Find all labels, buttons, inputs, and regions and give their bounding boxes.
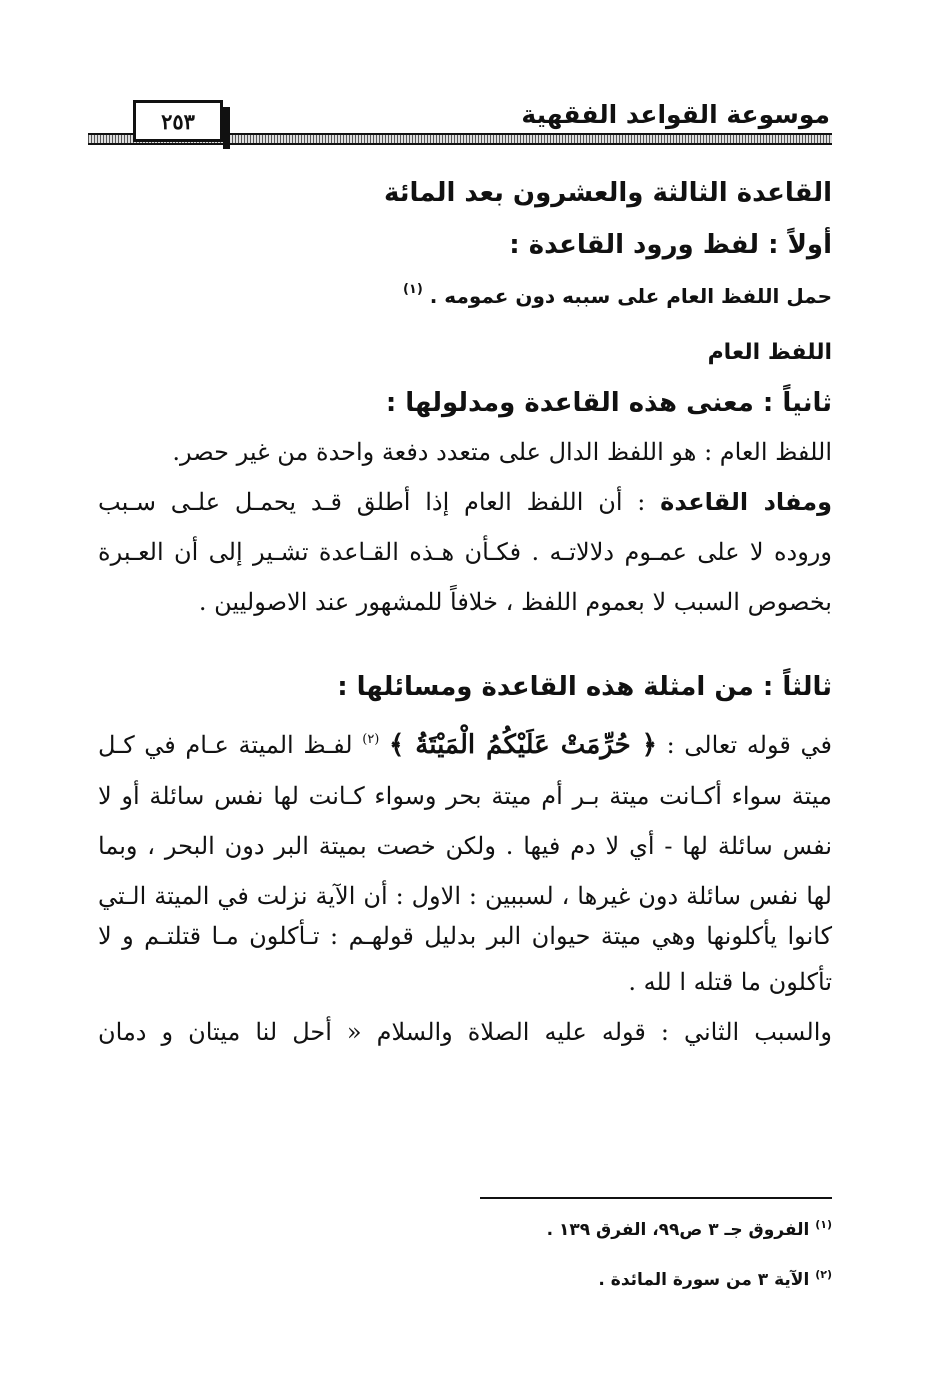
section2-heading: ثانياً : معنى هذه القاعدة ومدلولها : [385, 388, 832, 418]
rule-text: حمل اللفظ العام على سببه دون عمومه . [429, 284, 832, 308]
footnote-1 [547, 1220, 832, 1240]
example-line-2: ميتة سواء أكـانت ميتة بـر أم ميتة بحر وسواء كـانت لها نفس سائلة أو لا [98, 782, 832, 810]
term-heading: اللفظ العام [707, 340, 832, 365]
example-line-6: تأكلون ما قتله ا لله . [628, 968, 832, 996]
meaning-line-1 [98, 488, 832, 517]
meaning-line-1-text: : أن اللفظ العام إذا أطلق قـد يحمـل علـى سـبب [98, 488, 646, 516]
example-line-1-end: لفـظ الميتة عـام في كـل [98, 731, 353, 759]
footnote-ref-2: (٢) [362, 732, 380, 747]
quran-verse: ﴿ حُرِّمَتْ عَلَيْكُمُ الْمَيْتَةُ ﴾ [389, 730, 657, 760]
meaning-line-2: وروده لا على عمـوم دلالاتـه . فكـأن هـذه القـاعدة تشـير إلى أن العـبرة [98, 538, 832, 566]
section1-heading: أولاً : لفظ ورود القاعدة : [509, 230, 832, 260]
page-number-box [133, 100, 223, 142]
meaning-label: ومفاد القاعدة [660, 488, 832, 516]
example-line-4: لها نفس سائلة دون غيرها ، لسببين : الاول : أن الآية نزلت في الميتة الـتي [98, 882, 832, 910]
example-line-3: نفس سائلة لها - أي لا دم فيها . ولكن خصت بميتة البر دون البحر ، وبما [98, 832, 832, 860]
footnote-rule [480, 1197, 832, 1199]
footnote-2 [598, 1270, 832, 1290]
definition-line: اللفظ العام : هو اللفظ الدال على متعدد دفعة واحدة من غير حصر. [172, 438, 832, 466]
example-line-1-start: في قوله تعالى : [666, 731, 832, 759]
book-title: موسوعة القواعد الفقهية [521, 100, 830, 129]
footnote-1-text: الفروق جـ ٣ ص٩٩، الفرق ١٣٩ . [546, 1220, 810, 1240]
example-line-1 [98, 730, 832, 761]
section3-heading: ثالثاً : من امثلة هذه القاعدة ومسائلها : [337, 672, 832, 702]
footnote-ref-1: (١) [402, 282, 423, 297]
footnote-2-mark: (٢) [815, 1268, 832, 1281]
example-line-5: كانوا يأكلونها وهي ميتة حيوان البر بدليل قولهـم : تـأكلون مـا قتلتـم و لا [98, 922, 832, 950]
page-number: ٢٥٣ [161, 108, 195, 134]
rule-statement [403, 284, 832, 308]
example-line-7: والسبب الثاني : قوله عليه الصلاة والسلام « أحل لنا ميتان و دمان [98, 1018, 832, 1046]
footnote-2-text: الآية ٣ من سورة المائدة . [598, 1270, 810, 1290]
footnote-1-mark: (١) [815, 1218, 832, 1231]
meaning-line-3: بخصوص السبب لا بعموم اللفظ ، خلافاً للمشهور عند الاصوليين . [198, 588, 832, 616]
rule-title: القاعدة الثالثة والعشرون بعد المائة [383, 178, 832, 208]
